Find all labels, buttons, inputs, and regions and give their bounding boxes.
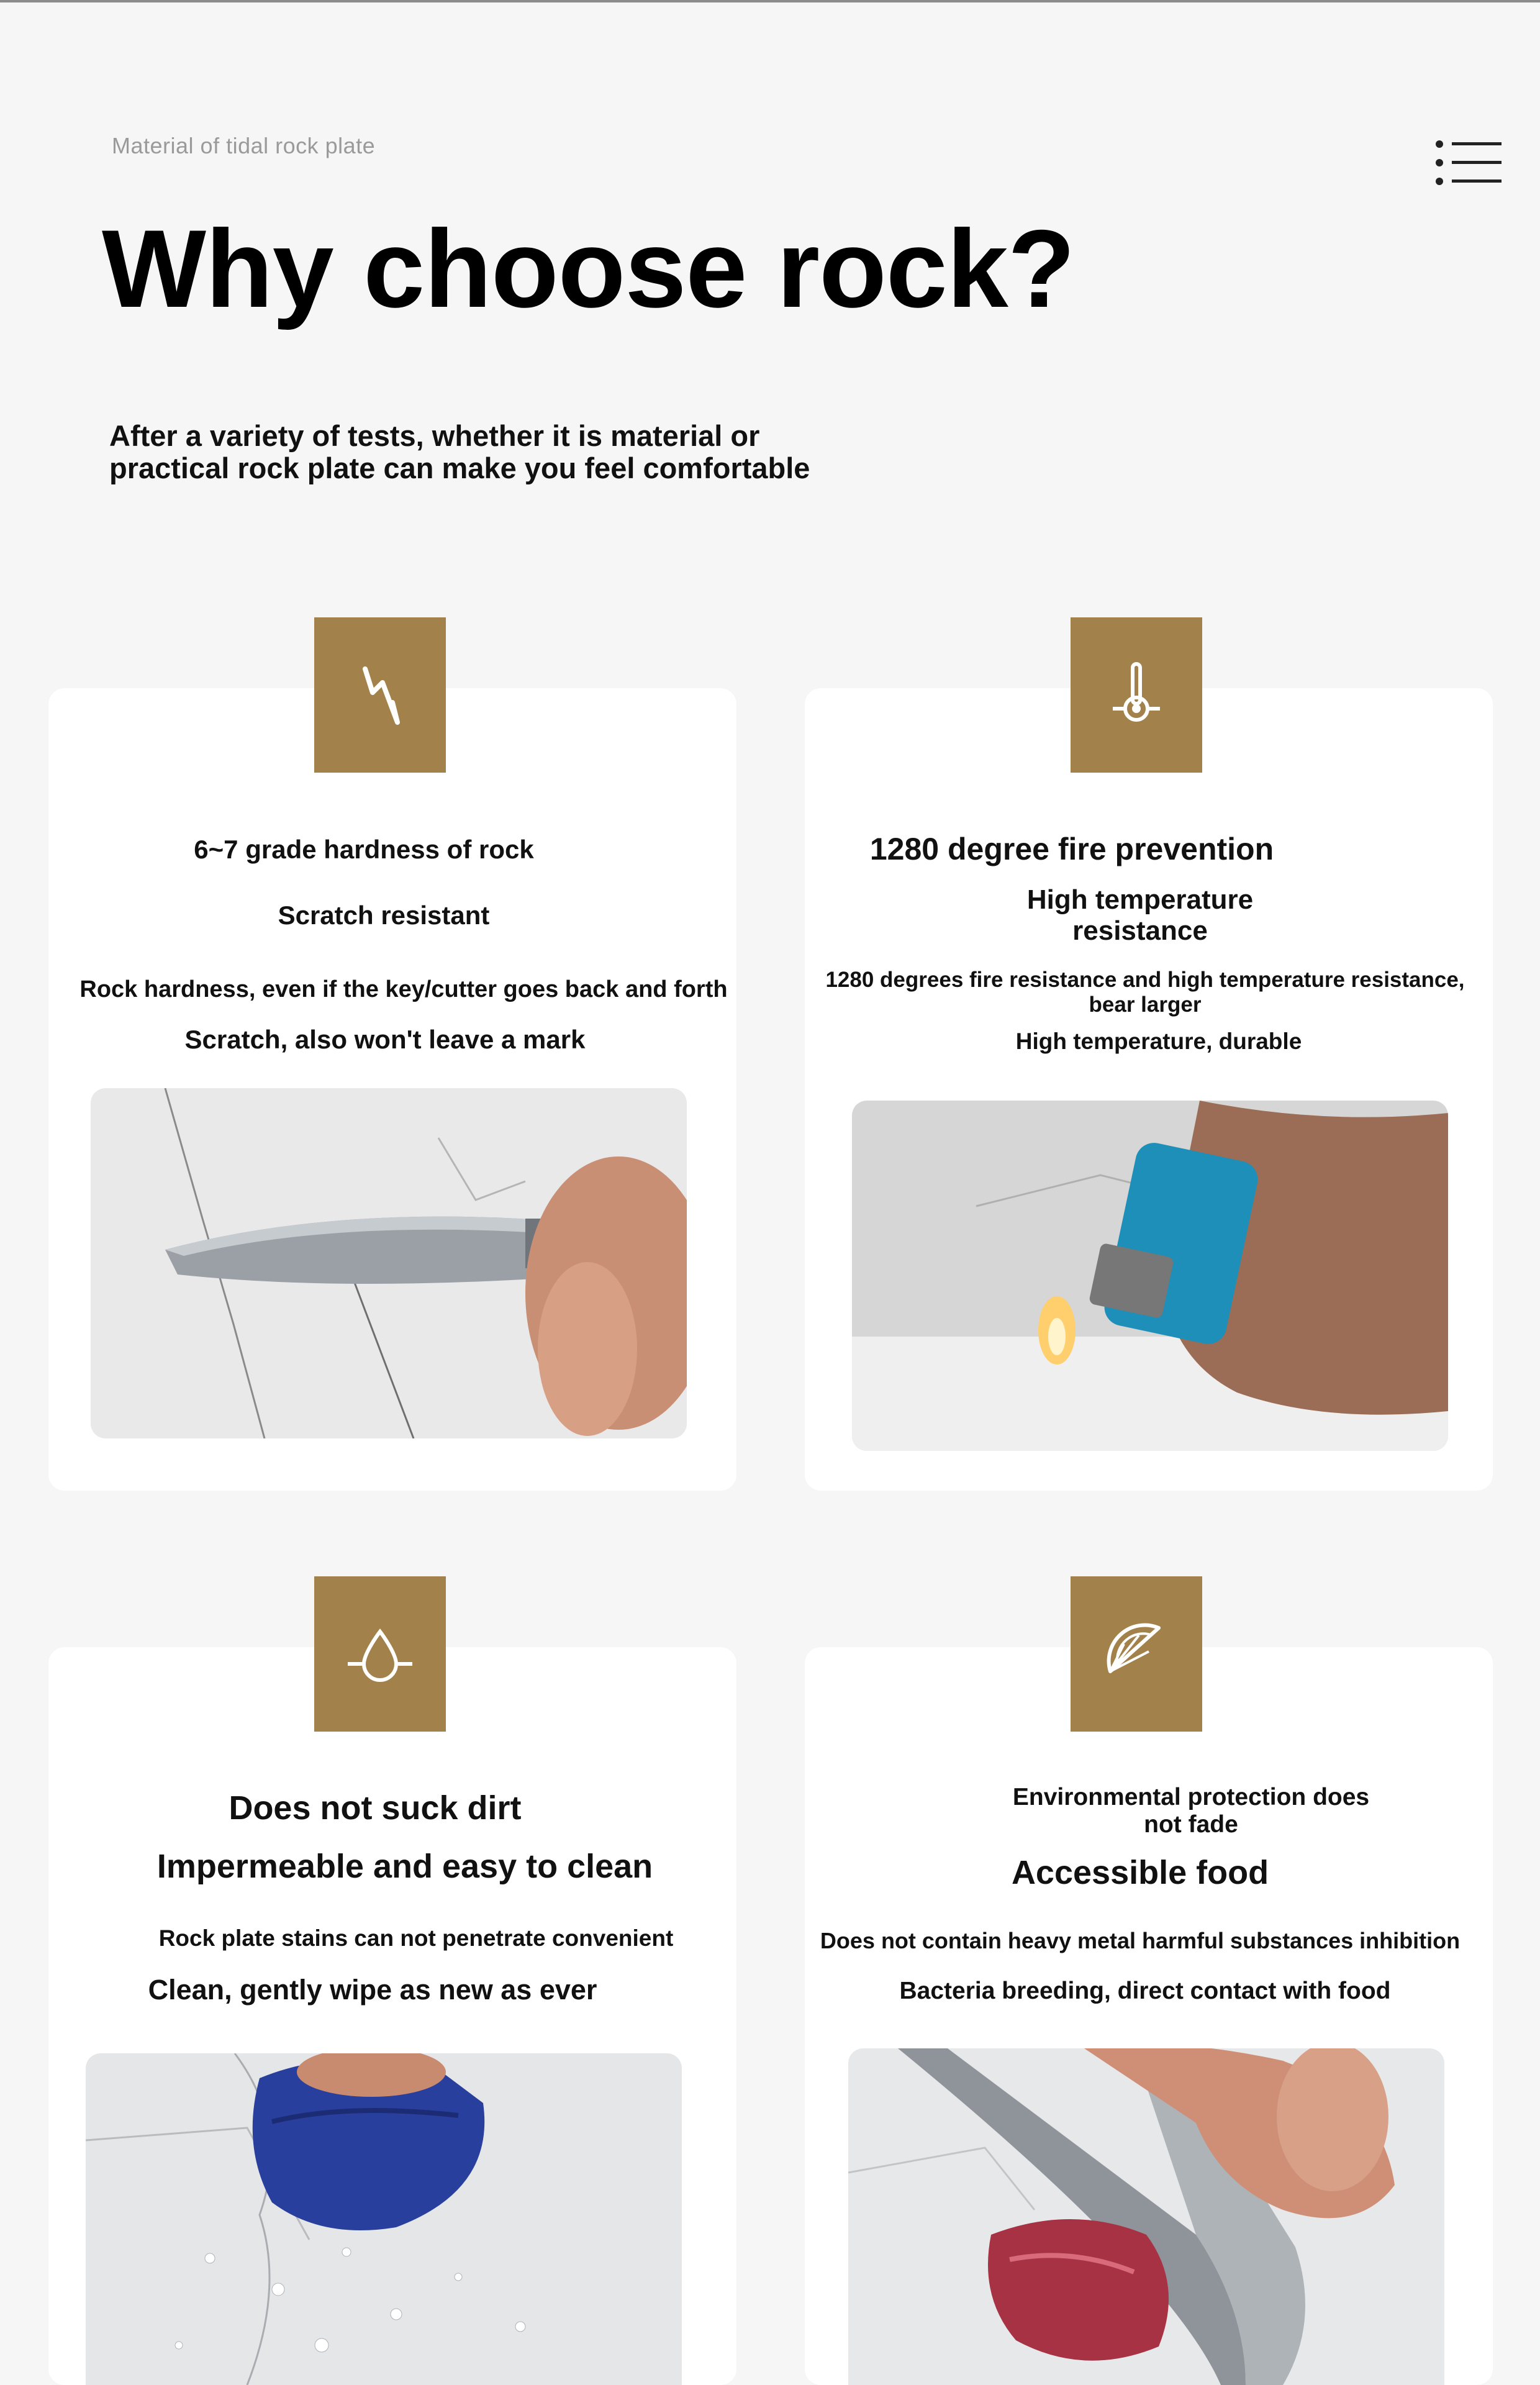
feature-description: Does not contain heavy metal harmful substances inhibition [820,1928,1461,1953]
knife-scratch-photo [91,1088,687,1438]
cloth-wipe-photo [86,2053,682,2385]
feature-description: Rock plate stains can not penetrate convenient [158,1925,674,1951]
intro-text: After a variety of tests, whether it is material or practical rock plate can make you feel comfortable [109,419,810,484]
feature-heading: Environmental protection does not fade [1012,1784,1370,1838]
feature-subheading: Accessible food [1011,1854,1269,1891]
list-menu-icon [1434,139,1503,186]
feature-badge [1071,617,1202,773]
feature-subheading: Impermeable and easy to clean [156,1848,653,1885]
thermometer-icon [1099,658,1174,732]
top-divider [0,0,1540,2]
feature-description: Scratch, also won't leave a mark [184,1025,586,1054]
feature-subheading: Scratch resistant [278,901,490,930]
feature-heading: Does not suck dirt [229,1789,522,1827]
feature-heading: 6~7 grade hardness of rock [194,835,534,864]
feature-description: Bacteria breeding, direct contact with food [899,1978,1391,2004]
feature-description: Clean, gently wipe as new as ever [148,1974,597,2006]
feature-description: High temperature, durable [1015,1029,1302,1054]
feature-description: 1280 degrees fire resistance and high temperature resistance, bear larger [825,968,1465,1017]
lighter-flame-photo [852,1101,1448,1451]
page-subtitle: Material of tidal rock plate [112,133,376,158]
lightning-icon [343,658,417,732]
page-title: Why choose rock? [102,207,1075,330]
feature-badge [314,1576,446,1732]
feature-subheading: High temperature resistance [1026,884,1254,946]
water-drop-icon [343,1617,417,1691]
feature-badge [1071,1576,1202,1732]
feature-description: Rock hardness, even if the key/cutter goes back and forth [79,976,728,1002]
feature-heading: 1280 degree fire prevention [869,832,1274,866]
lemon-slice-icon [1099,1617,1174,1691]
menu-button[interactable] [1434,139,1503,186]
knife-meat-photo [848,2048,1444,2385]
feature-badge [314,617,446,773]
